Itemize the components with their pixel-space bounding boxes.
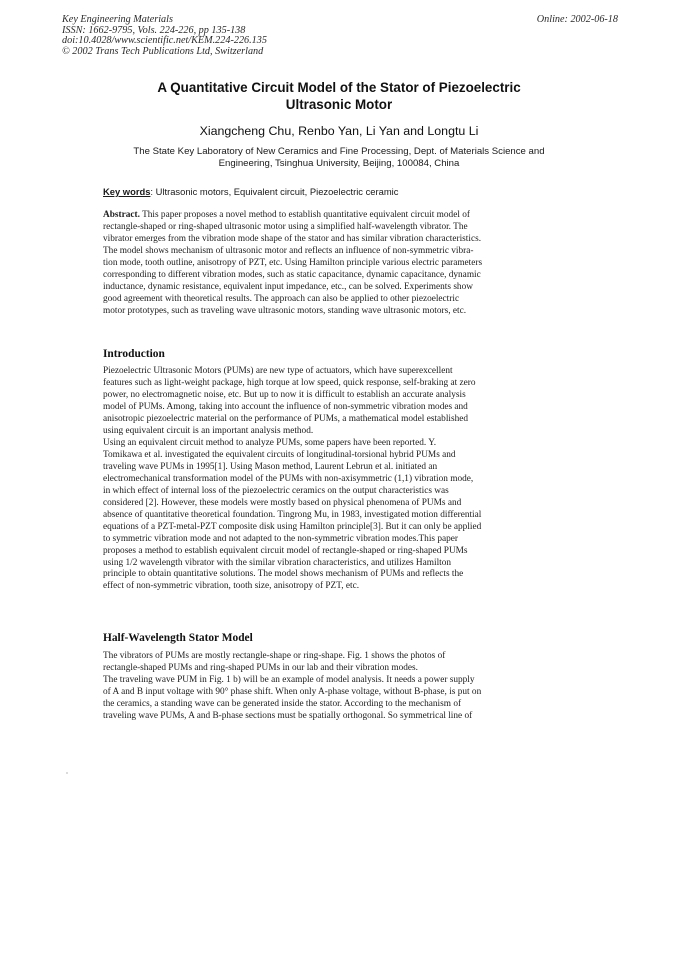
paragraph-line: The traveling wave PUM in Fig. 1 b) will be an example of model analysis. It needs a power supply (103, 674, 475, 685)
paragraph-line: in which effect of internal loss of the piezoelectric ceramics on the output characteristics was (103, 485, 449, 496)
keywords-label: Key words (103, 186, 151, 197)
citation-header (62, 15, 422, 57)
paragraph-line: equations of a PZT-metal-PZT composite disk using Hamilton principle[3]. But it can only be applied (103, 521, 482, 532)
paragraph-line: traveling wave PUMs in 1995[1]. Using Mason method, Laurent Lebrun et al. initiated an (103, 461, 438, 472)
abstract-line: good agreement with theoretical results. The approach can also be applied to other piezoelectric (103, 293, 460, 304)
paragraph-line: The vibrators of PUMs are mostly rectangle-shape or ring-shape. Fig. 1 shows the photos of (103, 651, 446, 661)
paragraph-line: model of PUMs. Among, taking into account the influence of non-symmetric vibration modes and (103, 401, 468, 412)
abstract-line: tion mode, tooth outline, anisotropy of PZT, etc. Using Hamilton principle various electric parameters (103, 257, 483, 268)
paragraph-line: features such as light-weight package, high torque at low speed, quick response, self-braking at zero (103, 377, 476, 388)
scan-speck (66, 772, 68, 774)
journal-name: Key Engineering Materials (62, 14, 173, 25)
introduction-body (103, 366, 548, 593)
keywords-text: : Ultrasonic motors, Equivalent circuit, Piezoelectric ceramic (150, 186, 399, 197)
abstract-line: rectangle-shaped or ring-shaped ultrasonic motor using a simplified half-wavelength vibrator. The (103, 221, 468, 232)
paragraph-line: absence of quantitative theoretical foundation. Tingrong Mu, in 1983, investigated motion differential (103, 509, 482, 520)
abstract-line: The model shows mechanism of ultrasonic motor and reflects an influence of non-symmetric vibra- (103, 245, 474, 256)
affiliation (98, 146, 580, 170)
keywords (103, 186, 553, 197)
paragraph-line: Tomikawa et al. investigated the equivalent circuits of longitudinal-torsional hybrid PUMs and (103, 449, 456, 460)
title-line: Ultrasonic Motor (285, 96, 393, 112)
affiliation-line: Engineering, Tsinghua University, Beijing, 100084, China (218, 157, 460, 169)
paragraph-line: effect of non-symmetric vibration, tooth size, anisotropy of PZT, etc. (103, 581, 360, 592)
paragraph-line: of A and B input voltage with 90° phase shift. When only A-phase voltage, without B-phase, is put on (103, 686, 482, 697)
abstract-line: corresponding to different vibration modes, such as static capacitance, dynamic capacitance, dynamic (103, 269, 481, 280)
paragraph-line: traveling wave PUMs, A and B-phase sections must be spatially orthogonal. So symmetrical line of (103, 710, 473, 721)
title-line: A Quantitative Circuit Model of the Stator of Piezoelectric (157, 80, 521, 95)
paragraph-line: the ceramics, a standing wave can be generated inside the stator. According to the mechanism of (103, 698, 462, 709)
paragraph-line: considered [2]. However, these models were mostly based on physical phenomena of PUMs and (103, 497, 462, 508)
paragraph-line: rectangle-shaped PUMs and ring-shaped PUMs in our lab and their vibration modes. (103, 662, 418, 673)
online-date: Online: 2002-06-18 (536, 14, 618, 25)
introduction-heading: Introduction (103, 348, 165, 360)
paragraph-line: anisotropic piezoelectric material on the performance of PUMs, a mathematical model established (103, 413, 469, 424)
abstract-label: Abstract. (103, 210, 140, 220)
abstract-line: Abstract. This paper proposes a novel method to establish quantitative equivalent circuit model of (103, 210, 470, 220)
affiliation-line: The State Key Laboratory of New Ceramics and Fine Processing, Dept. of Materials Science and (133, 146, 545, 157)
abstract-line: vibrator emerges from the vibration mode shape of the stator and has similar vibration characteristics. (103, 233, 482, 244)
copyright-line: © 2002 Trans Tech Publications Ltd, Switzerland (62, 45, 264, 57)
paragraph-line: principle to obtain quantitative solutions. The model shows mechanism of PUMs and reflects the (103, 569, 464, 580)
paragraph-line: electromechanical transformation model of the PUMs with non-axisymmetric (1,1) vibration mode, (103, 473, 474, 484)
paragraph-line: using 1/2 wavelength vibrator with the similar vibration characteristics, and utilizes Hamilton (103, 557, 452, 568)
abstract-line: inductance, dynamic resistance, equivalent input impedance, etc., can be solved. Experiments show (103, 281, 473, 292)
paper-title (100, 80, 578, 113)
abstract (103, 210, 548, 318)
paragraph-line: proposes a method to establish equivalent circuit model of rectangle-shaped or ring-shaped PUMs (103, 545, 468, 556)
paragraph-line: to symmetric vibration mode and not adapted to the non-symmetric vibration modes.This paper (103, 533, 459, 544)
paragraph-line: using equivalent circuit is an important analysis method. (103, 425, 314, 436)
doi-line: doi:10.4028/www.scientific.net/KEM.224-226.135 (62, 35, 267, 47)
half-wavelength-body (103, 651, 548, 723)
issn-line: ISSN: 1662-9795, Vols. 224-226, pp 135-138 (62, 24, 246, 36)
abstract-line: motor prototypes, such as traveling wave ultrasonic motors, standing wave ultrasonic motors, etc. (103, 305, 467, 316)
paragraph-line: power, no electromagnetic noise, etc. But up to now it is difficult to establish an accurate analysis (103, 389, 466, 400)
paragraph-line: Piezoelectric Ultrasonic Motors (PUMs) are new type of actuators, which have superexcellent (103, 366, 453, 376)
half-wavelength-heading: Half-Wavelength Stator Model (103, 632, 253, 644)
authors: Xiangcheng Chu, Renbo Yan, Li Yan and Longtu Li (199, 124, 479, 138)
paragraph-line: Using an equivalent circuit method to analyze PUMs, some papers have been reported. Y. (103, 437, 437, 448)
